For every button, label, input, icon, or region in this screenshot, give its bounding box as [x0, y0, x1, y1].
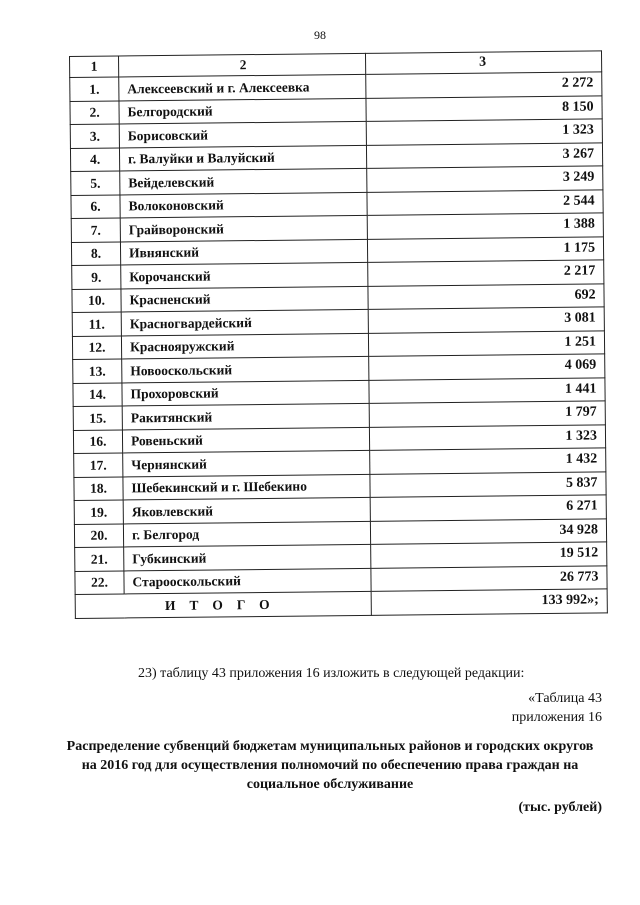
district-name: Белгородский	[119, 98, 366, 124]
subsidy-amount: 2 544	[367, 189, 603, 215]
district-name: г. Белгород	[123, 521, 370, 547]
subsidy-amount: 1 797	[369, 401, 605, 427]
district-name: Прохоровский	[122, 380, 369, 406]
district-name: Вейделевский	[120, 168, 367, 194]
row-number: 22.	[75, 570, 124, 594]
district-name: Новооскольский	[122, 356, 369, 382]
district-name: Чернянский	[123, 450, 370, 476]
subsidy-amount: 19 512	[371, 542, 607, 568]
subsidy-amount: 34 928	[370, 518, 606, 544]
subsidy-amount: 8 150	[366, 95, 602, 121]
row-number: 6.	[71, 194, 120, 218]
district-name: Краснояружский	[121, 333, 368, 359]
district-name: Ровеньский	[122, 427, 369, 453]
subsidy-amount: 2 217	[368, 260, 604, 286]
header-col-3: 3	[365, 51, 601, 74]
district-name: Борисовский	[119, 121, 366, 147]
subsidy-amount: 6 271	[370, 495, 606, 521]
subsidy-amount: 1 323	[369, 424, 605, 450]
district-name: Красногвардейский	[121, 309, 368, 335]
subsidy-amount: 3 249	[367, 166, 603, 192]
subsidy-amount: 1 175	[367, 236, 603, 262]
district-name: Красненский	[121, 286, 368, 312]
page-number: 98	[314, 28, 326, 42]
row-number: 9.	[72, 265, 121, 289]
district-name: г. Валуйки и Валуйский	[119, 145, 366, 171]
row-number: 13.	[73, 359, 122, 383]
row-number: 11.	[72, 312, 121, 336]
row-number: 20.	[74, 523, 123, 547]
row-number: 21.	[75, 547, 124, 571]
units-label: (тыс. рублей)	[518, 800, 602, 815]
subsidy-amount: 26 773	[371, 565, 607, 591]
subsidy-amount: 692	[368, 283, 604, 309]
total-value: 133 992»;	[371, 589, 607, 615]
header-col-2: 2	[119, 53, 366, 77]
table-reference: «Таблица 43	[528, 691, 602, 706]
subsidy-amount: 1 432	[370, 448, 606, 474]
district-name: Волоконовский	[120, 192, 367, 218]
row-number: 12.	[72, 335, 121, 359]
total-label: ИТОГО	[75, 591, 371, 618]
row-number: 19.	[74, 500, 123, 524]
amendment-note: 23) таблицу 43 приложения 16 изложить в следующей редакции:	[138, 666, 525, 681]
district-name: Старооскольский	[124, 568, 371, 594]
subsidy-table	[69, 50, 608, 618]
row-number: 15.	[73, 406, 122, 430]
header-col-1: 1	[70, 56, 119, 78]
district-name: Корочанский	[121, 262, 368, 288]
row-number: 8.	[71, 241, 120, 265]
row-number: 4.	[70, 147, 119, 171]
district-name: Яковлевский	[123, 497, 370, 523]
document-heading: Распределение субвенций бюджетам муниципальных районов и городских округов на 2016 год для осуществления полномочий по обеспечению права граждан на социальное обслуживание	[66, 739, 594, 792]
subsidy-amount: 1 251	[368, 330, 604, 356]
subsidy-amount: 1 323	[366, 119, 602, 145]
appendix-reference: приложения 16	[511, 710, 602, 725]
total-row	[75, 589, 607, 618]
row-number: 10.	[72, 288, 121, 312]
row-number: 17.	[74, 453, 123, 477]
district-name: Грайворонский	[120, 215, 367, 241]
row-number: 7.	[71, 218, 120, 242]
subsidy-amount: 1 388	[367, 213, 603, 239]
district-name: Алексеевский и г. Алексеевка	[119, 74, 366, 100]
subsidy-amount: 5 837	[370, 471, 606, 497]
row-number: 16.	[73, 429, 122, 453]
district-name: Губкинский	[124, 544, 371, 570]
row-number: 2.	[70, 100, 119, 124]
row-number: 14.	[73, 382, 122, 406]
row-number: 18.	[74, 476, 123, 500]
row-number: 3.	[70, 124, 119, 148]
district-name: Ракитянский	[122, 403, 369, 429]
district-name: Шебекинский и г. Шебекино	[123, 474, 370, 500]
row-number: 5.	[71, 171, 120, 195]
subsidy-amount: 2 272	[366, 72, 602, 98]
district-name: Ивнянский	[120, 239, 367, 265]
row-number: 1.	[70, 77, 119, 101]
subsidy-amount: 3 267	[366, 142, 602, 168]
subsidy-amount: 1 441	[369, 377, 605, 403]
subsidy-amount: 3 081	[368, 307, 604, 333]
subsidy-amount: 4 069	[369, 354, 605, 380]
